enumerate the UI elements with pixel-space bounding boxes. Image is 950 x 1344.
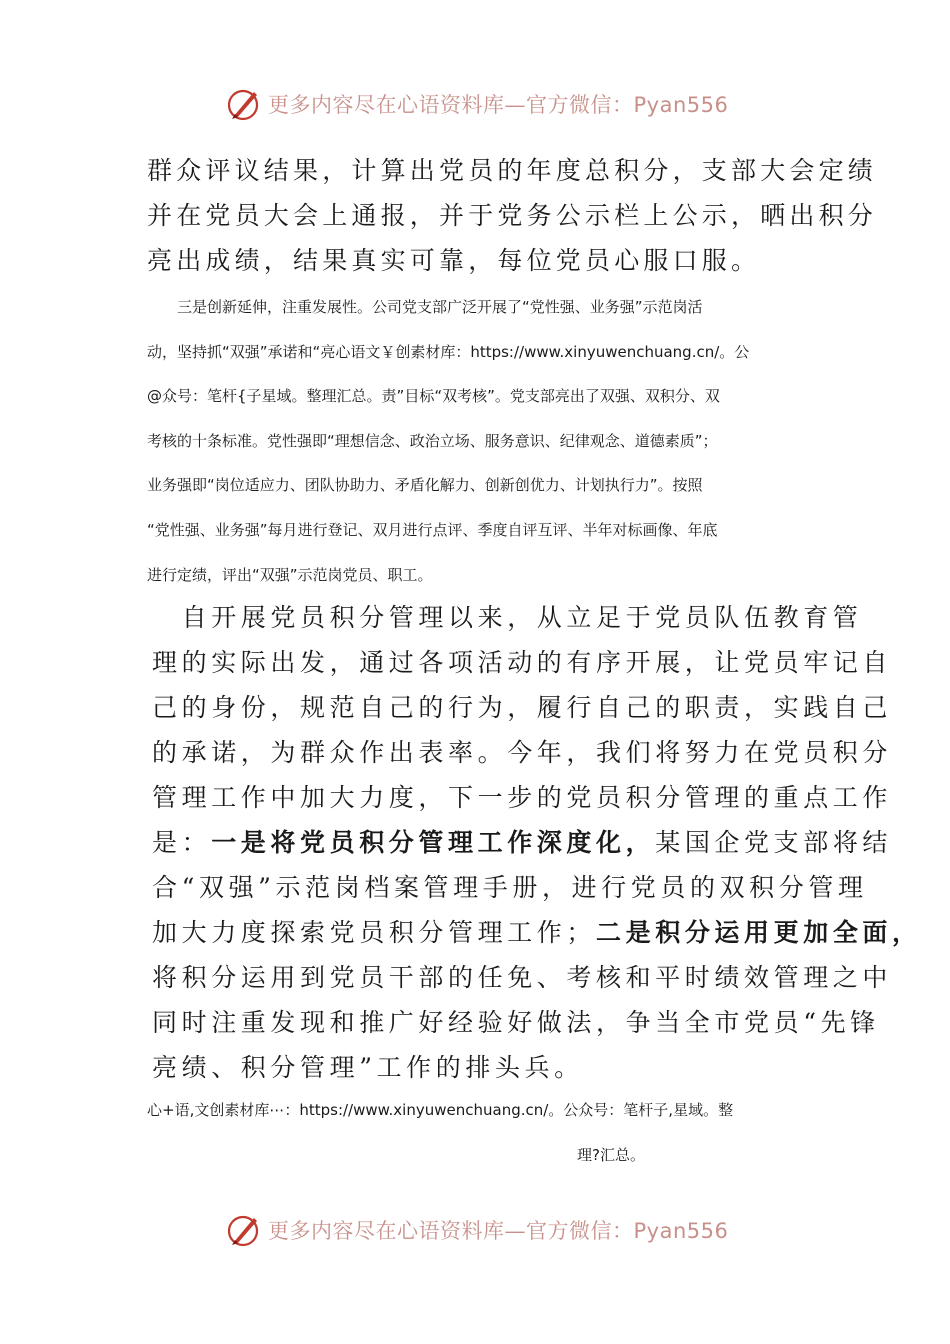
text-span: 某国企党支部将结: [655, 828, 893, 857]
text-line: 理的实际出发，通过各项活动的有序开展，让党员牢记自: [152, 648, 893, 677]
text-line: 并在党员大会上通报，并于党务公示栏上公示，晒出积分: [147, 201, 878, 230]
text-line: 进行定绩，评出“双强”示范岗党员、职工。: [147, 565, 433, 584]
text-line: 自开展党员积分管理以来，从立足于党员队伍教育管: [152, 603, 863, 632]
text-line: 合“双强”示范岗档案管理手册，进行党员的双积分管理: [152, 873, 868, 902]
bold-highlight: 一是将党员积分管理工作深度化，: [211, 828, 656, 857]
banner-text: 更多内容尽在心语资料库—官方微信：Pyan556: [268, 1219, 729, 1243]
text-span: 加大力度探索党员积分管理工作；: [152, 918, 597, 947]
text-line: 亮绩、积分管理”工作的排头兵。: [152, 1053, 584, 1082]
paragraph-3: [152, 595, 922, 1090]
wechat-id: Pyan556: [633, 93, 729, 117]
text-line: 心+语,文创素材库⋯：https://www.xinyuwenchuang.cn/。公众号：笔杆子,星域。整: [147, 1101, 734, 1119]
text-line: [152, 820, 893, 865]
text-line: 的承诺，为群众作出表率。今年，我们将努力在党员积分: [152, 738, 893, 767]
text-line: 己的身份，规范自己的行为，履行自己的职责，实践自己: [152, 693, 893, 722]
text-line: [152, 910, 922, 955]
text-line: 亮出成绩，结果真实可靠，每位党员心服口服。: [147, 246, 761, 275]
bold-highlight: 二是积分运用更加全面，: [596, 918, 922, 947]
banner-text: 更多内容尽在心语资料库—官方微信：Pyan556: [268, 93, 729, 117]
text-line: “党性强、业务强”每月进行登记、双月进行点评、季度自评互评、半年对标画像、年底: [147, 520, 718, 539]
text-span: 是：: [152, 828, 212, 857]
footer-banner: [0, 1210, 950, 1250]
text-line: 群众评议结果，计算出党员的年度总积分，支部大会定绩: [147, 156, 878, 185]
text-line: 三是创新延伸，注重发展性。公司党支部广泛开展了“党性强、业务强”示范岗活: [147, 298, 703, 316]
text-line: @众号：笔杆{子星域。整理汇总。责”目标“双考核”。党支部亮出了双强、双积分、双: [147, 387, 720, 406]
pen-circle-icon: [226, 1212, 262, 1248]
paragraph-1: [147, 148, 878, 283]
wechat-id: Pyan556: [633, 1219, 729, 1243]
paragraph-4: [147, 1088, 817, 1177]
text-line: 将积分运用到党员干部的任免、考核和平时绩效管理之中: [152, 963, 893, 992]
paragraph-2: [147, 285, 817, 597]
text-line: 管理工作中加大力度，下一步的党员积分管理的重点工作: [152, 783, 893, 812]
text-line: 动，坚持抓“双强”承诺和“亮心语文￥创素材库：https://www.xinyuwenchuang.cn/。公: [147, 342, 750, 361]
header-banner: [0, 84, 950, 124]
text-line: 业务强即“岗位适应力、团队协助力、矛盾化解力、创新创优力、计划执行力”。按照: [147, 476, 703, 495]
pen-circle-icon: [226, 86, 262, 122]
text-line: 考核的十条标准。党性强即“理想信念、政治立场、服务意识、纪律观念、道德素质”；: [147, 431, 718, 450]
text-line: 理?汇总。: [577, 1145, 645, 1164]
text-line: 同时注重发现和推广好经验好做法，争当全市党员“先锋: [152, 1008, 880, 1037]
